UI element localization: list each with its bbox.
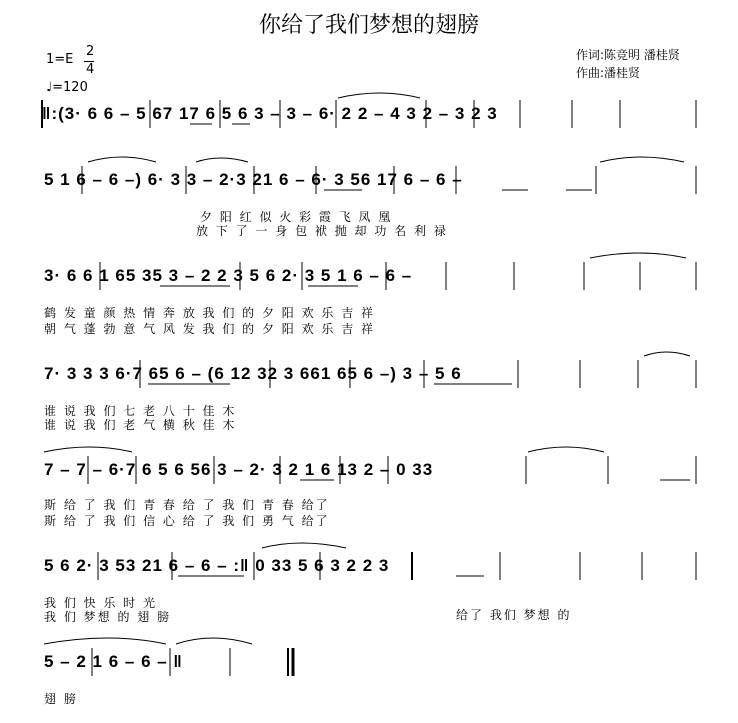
lyrics-line-3-verse-1: 鹤 发 童 颜 热 情 奔 放 我 们 的 夕 阳 欢 乐 吉 祥 (44, 306, 376, 320)
lyrics-line-4-verse-2: 谁 说 我 们 老 气 横 秋 佳 木 (44, 418, 237, 432)
lyrics-line-5-verse-1: 斯 给 了 我 们 青 春 给 了 我 们 青 春 给了 (44, 498, 330, 512)
notation-line-7: 5 – 2 1 6 – 6 – ‖ (44, 652, 183, 671)
lyrics-line-2-verse-1: 夕 阳 红 似 火 彩 霞 飞 凤 凰 (200, 210, 393, 224)
notation-line-1: ‖:(3· 6 6 – 5 67 17 6 5 6 3 – 3 – 6· 2 2 – 4 3 2 – 3 2 3 (42, 104, 498, 123)
notation-line-5: 7 – 7 – 6·7 6 5 6 56 3 – 2· 3 2 1 6 13 2 – 0 33 (44, 460, 434, 479)
lyrics-line-6-verse-1: 我 们 快 乐 时 光 (44, 596, 158, 610)
lyrics-line-2-verse-2: 放 下 了 一 身 包 袱 抛 却 功 名 利 禄 (196, 224, 448, 238)
song-title: 你给了我们梦想的翅膀 (258, 13, 479, 38)
lyrics-line-4-verse-1: 谁 说 我 们 七 老 八 十 佳 木 (44, 404, 237, 418)
time-sig-denominator: 4 (86, 62, 95, 77)
time-sig-numerator: 2 (86, 44, 95, 59)
key-signature: 1=E (46, 52, 74, 67)
lyrics-line-5-verse-2: 斯 给 了 我 们 信 心 给 了 我 们 勇 气 给了 (44, 514, 330, 528)
lyrics-line-6-verse-2: 我 们 梦想 的 翅 膀 (44, 610, 172, 624)
lyrics-line-7-verse-1: 翅 膀 (44, 692, 78, 706)
tempo-marking: ♩=120 (46, 80, 88, 95)
lyrics-line-3-verse-2: 朝 气 蓬 勃 意 气 风 发 我 们 的 夕 阳 欢 乐 吉 祥 (44, 322, 376, 336)
lyrics-line-6-pickup: 给了 我们 梦想 的 (456, 608, 572, 622)
notation-line-6: 5 6 2· 3 53 21 6 – 6 – :‖ 0 33 5 6 3 2 2 3 (44, 556, 390, 575)
composer-credit: 作曲:潘桂贤 (576, 66, 641, 80)
lyricist-credit: 作词:陈竞明 潘桂贤 (576, 48, 680, 62)
notation-line-2: 5 1 6 – 6 –) 6· 3 3 – 2·3 21 6 – 6· 3 56 17 6 – 6 – (44, 170, 463, 189)
notation-line-3: 3· 6 6 1 65 35 3 – 2 2 3 5 6 2· 3 5 1 6 – 6 – (44, 266, 413, 285)
notation-line-4: 7· 3 3 3 6·7 65 6 – (6 12 32 3 661 65 6 –) 3 – 5 6 (44, 364, 462, 383)
